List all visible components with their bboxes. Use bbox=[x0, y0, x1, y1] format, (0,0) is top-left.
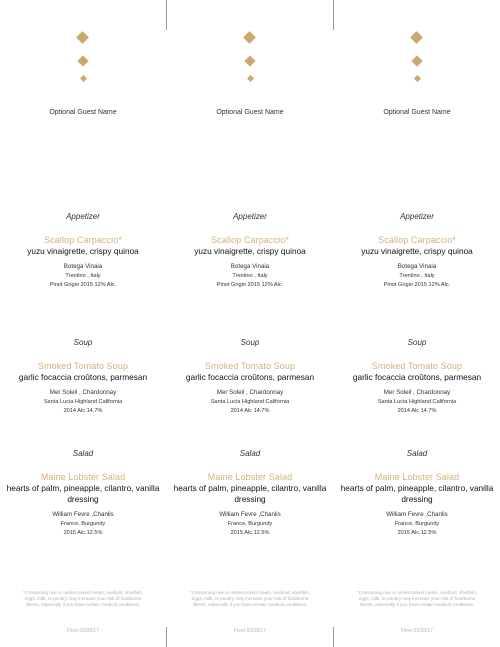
food-safety-disclaimer: *Consuming raw or undercooked meats, seafood, shellfish, eggs, milk, or poultry may increase your risk of foodborne illness, especially if you have certain medical conditions. bbox=[22, 590, 143, 607]
diamond-ornament-icon bbox=[334, 30, 500, 86]
dish-description: yuzu vinaigrette, crispy quinoa bbox=[27, 246, 139, 256]
wine-region: Santa Lucia Highland California bbox=[43, 399, 123, 405]
guest-name: Optional Guest Name bbox=[49, 109, 117, 116]
dish-name: Smoked Tomato Soup bbox=[204, 361, 296, 371]
wine-region: France, Burgundy bbox=[227, 521, 273, 527]
wine-producer: Botega Vinaia bbox=[230, 263, 270, 270]
wine-producer: Mer Soleil , Chardonnay bbox=[216, 389, 284, 396]
course-salad bbox=[0, 449, 166, 536]
dish-name: Maine Lobster Salad bbox=[374, 472, 460, 482]
diamond-icon bbox=[410, 31, 423, 44]
dish-description: hearts of palm, pineapple, cilantro, vanilla dressing bbox=[340, 483, 494, 504]
wine-producer: Botega Vinaia bbox=[397, 263, 437, 270]
dish-description: yuzu vinaigrette, crispy quinoa bbox=[361, 246, 473, 256]
diamond-ornament-icon bbox=[167, 30, 333, 86]
footer-code: Fleet 03/28/17 bbox=[234, 628, 266, 634]
course-appetizer bbox=[334, 212, 500, 288]
course-title: Soup bbox=[407, 338, 427, 347]
wine-details: Pinot Grigio 2015 12% Alc. bbox=[49, 282, 117, 288]
wine-producer: Mer Soleil , Chardonnay bbox=[49, 389, 117, 396]
course-title: Soup bbox=[73, 338, 93, 347]
diamond-icon bbox=[243, 31, 256, 44]
dish-description: garlic focaccia croûtons, parmesan bbox=[185, 372, 315, 382]
course-appetizer bbox=[167, 212, 333, 288]
menu-card bbox=[334, 0, 500, 647]
food-safety-disclaimer: *Consuming raw or undercooked meats, seafood, shellfish, eggs, milk, or poultry may increase your risk of foodborne illness, especially if you have certain medical conditions. bbox=[356, 590, 477, 607]
wine-region: Santa Lucia Highland California bbox=[377, 399, 457, 405]
course-soup bbox=[0, 338, 166, 414]
menu-card bbox=[167, 0, 333, 647]
footer-code: Fleet 03/28/17 bbox=[67, 628, 99, 634]
diamond-icon bbox=[246, 75, 253, 82]
diamond-icon bbox=[244, 55, 255, 66]
dish-description: yuzu vinaigrette, crispy quinoa bbox=[194, 246, 306, 256]
dish-name: Maine Lobster Salad bbox=[207, 472, 293, 482]
wine-details: 2014 Alc 14.7% bbox=[230, 408, 270, 414]
course-title: Salad bbox=[406, 449, 428, 458]
wine-region: Trentino , Italy bbox=[399, 273, 435, 279]
diamond-icon bbox=[413, 75, 420, 82]
course-salad bbox=[334, 449, 500, 536]
wine-details: Pinot Grigio 2015 12% Alc. bbox=[216, 282, 284, 288]
course-soup bbox=[167, 338, 333, 414]
dish-name: Maine Lobster Salad bbox=[40, 472, 126, 482]
dish-description: garlic focaccia croûtons, parmesan bbox=[352, 372, 482, 382]
dish-name: Smoked Tomato Soup bbox=[371, 361, 463, 371]
wine-producer: William Fevre ,Chanlis bbox=[219, 511, 281, 518]
course-title: Appetizer bbox=[400, 212, 434, 221]
diamond-icon bbox=[79, 75, 86, 82]
course-title: Salad bbox=[239, 449, 261, 458]
footer-code: Fleet 03/28/17 bbox=[401, 628, 433, 634]
course-title: Salad bbox=[72, 449, 94, 458]
wine-details: 2014 Alc 14.7% bbox=[63, 408, 103, 414]
wine-region: France, Burgundy bbox=[60, 521, 106, 527]
wine-producer: William Fevre ,Chanlis bbox=[52, 511, 114, 518]
food-safety-disclaimer: *Consuming raw or undercooked meats, seafood, shellfish, eggs, milk, or poultry may increase your risk of foodborne illness, especially if you have certain medical conditions. bbox=[189, 590, 310, 607]
dish-description: hearts of palm, pineapple, cilantro, vanilla dressing bbox=[173, 483, 327, 504]
menu-card bbox=[0, 0, 166, 647]
guest-name: Optional Guest Name bbox=[383, 109, 451, 116]
wine-producer: Botega Vinaia bbox=[63, 263, 103, 270]
dish-description: hearts of palm, pineapple, cilantro, vanilla dressing bbox=[6, 483, 160, 504]
dish-name: Smoked Tomato Soup bbox=[37, 361, 129, 371]
guest-name: Optional Guest Name bbox=[216, 109, 284, 116]
dish-name: Scallop Carpaccio* bbox=[378, 235, 456, 245]
diamond-ornament-icon bbox=[0, 30, 166, 86]
diamond-icon bbox=[76, 31, 89, 44]
wine-region: Trentino , Italy bbox=[232, 273, 268, 279]
wine-details: 2014 Alc 14.7% bbox=[397, 408, 437, 414]
wine-details: Pinot Grigio 2015 12% Alc. bbox=[383, 282, 451, 288]
course-salad bbox=[167, 449, 333, 536]
dish-name: Scallop Carpaccio* bbox=[44, 235, 122, 245]
wine-details: 2015 Alc.12.5% bbox=[63, 530, 103, 536]
diamond-icon bbox=[411, 55, 422, 66]
diamond-icon bbox=[77, 55, 88, 66]
wine-producer: William Fevre ,Chanlis bbox=[386, 511, 448, 518]
course-title: Appetizer bbox=[233, 212, 267, 221]
course-soup bbox=[334, 338, 500, 414]
dish-description: garlic focaccia croûtons, parmesan bbox=[18, 372, 148, 382]
course-title: Soup bbox=[240, 338, 260, 347]
dish-name: Scallop Carpaccio* bbox=[211, 235, 289, 245]
wine-details: 2015 Alc.12.5% bbox=[230, 530, 270, 536]
course-appetizer bbox=[0, 212, 166, 288]
course-title: Appetizer bbox=[66, 212, 100, 221]
wine-region: France, Burgundy bbox=[394, 521, 440, 527]
wine-producer: Mer Soleil , Chardonnay bbox=[383, 389, 451, 396]
wine-region: Santa Lucia Highland California bbox=[210, 399, 290, 405]
wine-details: 2015 Alc.12.5% bbox=[397, 530, 437, 536]
wine-region: Trentino , Italy bbox=[65, 273, 101, 279]
